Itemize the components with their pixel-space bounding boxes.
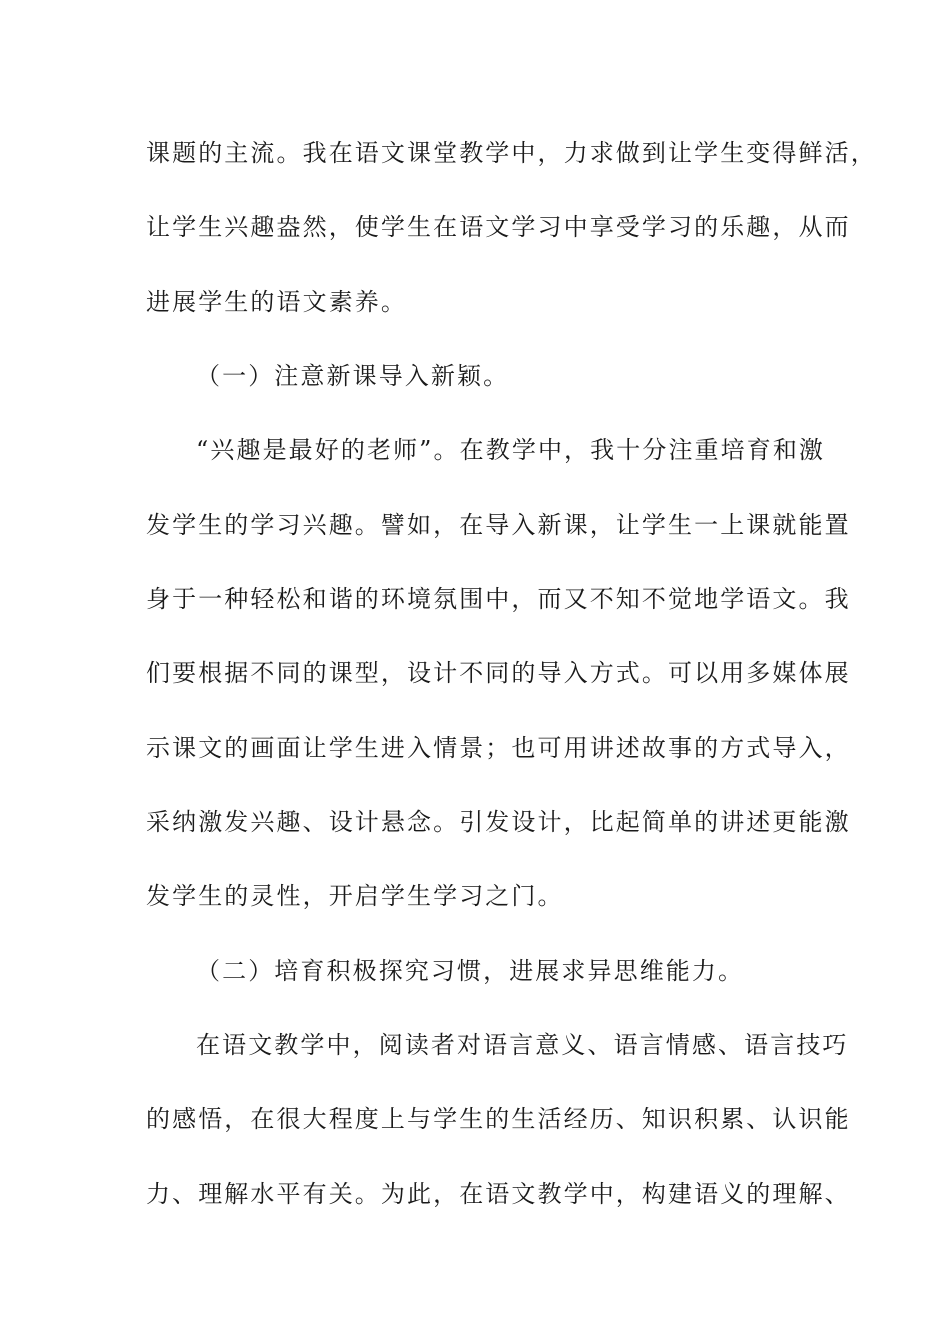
text-line: 的感悟，在很大程度上与学生的生活经历、知识积累、认识能: [146, 1105, 851, 1133]
text-line: 发学生的灵性，开启学生学习之门。: [146, 882, 564, 910]
section-heading: （二）培育积极探究习惯，进展求异思维能力。: [196, 957, 745, 985]
section-heading: （一）注意新课导入新颖。: [196, 362, 510, 390]
text-line: 示课文的画面让学生进入情景；也可用讲述故事的方式导入，: [146, 734, 851, 762]
paragraph-first-line: “兴趣是最好的老师”。在教学中，我十分注重培育和激: [196, 436, 826, 464]
text-line: 们要根据不同的课型，设计不同的导入方式。可以用多媒体展: [146, 659, 851, 687]
text-line: 身于一种轻松和谐的环境氛围中，而又不知不觉地学语文。我: [146, 585, 851, 613]
text-line: 采纳激发兴趣、设计悬念。引发设计，比起简单的讲述更能激: [146, 808, 851, 836]
text-line: 进展学生的语文素养。: [146, 288, 407, 316]
text-line: 让学生兴趣盎然，使学生在语文学习中享受学习的乐趣，从而: [146, 213, 851, 241]
paragraph-first-line: 在语文教学中，阅读者对语言意义、语言情感、语言技巧: [196, 1031, 849, 1059]
text-line: 发学生的学习兴趣。譬如，在导入新课，让学生一上课就能置: [146, 511, 851, 539]
text-line: 力、理解水平有关。为此，在语文教学中，构建语义的理解、: [146, 1180, 851, 1208]
text-line: 课题的主流。我在语文课堂教学中，力求做到让学生变得鲜活，: [146, 139, 877, 167]
